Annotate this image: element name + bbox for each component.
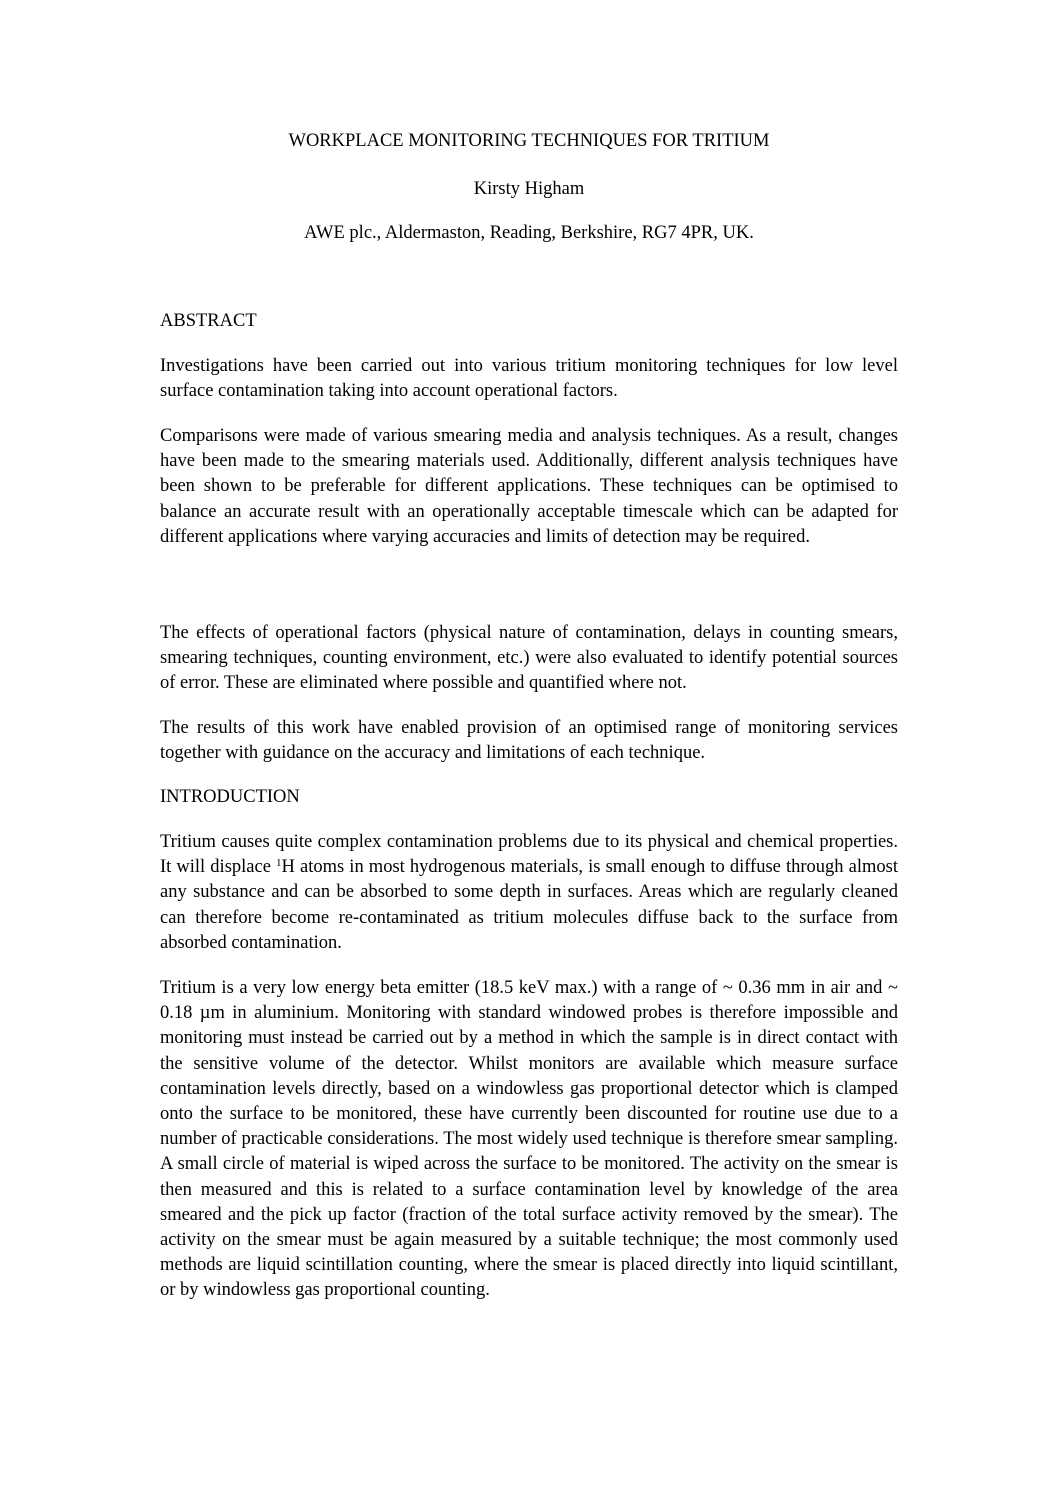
superscript-mass-number: 1 (276, 857, 282, 870)
abstract-paragraph: The effects of operational factors (physical nature of contamination, delays in counting smears, smearing techniques, counting environment, etc.) were also evaluated to identify potential sources of error. These are eliminated where possible and quantified where not. (160, 623, 898, 694)
abstract-paragraph: The results of this work have enabled provision of an optimised range of monitoring services together with guidance on the accuracy and limitations of each technique. (160, 718, 898, 764)
abstract-paragraph: Comparisons were made of various smearing media and analysis techniques. As a result, changes have been made to the smearing materials used. Additionally, different analysis techniques have been shown to be preferable for different applications. These techniques can be optimised to balance an accurate result with an operationally acceptable timescale which can be adapted for different applications where varying accuracies and limits of detection may be required. (160, 426, 898, 547)
author-name: Kirsty Higham (473, 179, 585, 199)
introduction-heading: INTRODUCTION (160, 787, 300, 807)
abstract-heading: ABSTRACT (160, 311, 257, 331)
abstract-paragraph: Investigations have been carried out into various tritium monitoring techniques for low level surface contamination taking into account operational factors. (160, 356, 898, 402)
introduction-paragraph: Tritium is a very low energy beta emitter (18.5 keV max.) with a range of ~ 0.36 mm in air and ~ 0.18 µm in aluminium. Monitoring with standard windowed probes is therefore impossible and monitoring must instead be carried out by a method in which the sample is in direct contact with the sensitive volume of the detector. Whilst monitors are available which measure surface contamination levels directly, based on a windowless gas proportional detector which is clamped onto the surface to be monitored, these have currently been discounted for routine use due to a number of practicable considerations. The most widely used technique is therefore smear sampling. A small circle of material is wiped across the surface to be monitored. The activity on the smear is then measured and this is related to a surface contamination level by knowledge of the area smeared and the pick up factor (fraction of the total surface activity removed by the smear). The activity on the smear must be again measured by a suitable technique; the most commonly used methods are liquid scintillation counting, where the smear is placed directly into liquid scintillant, or by windowless gas proportional counting. (160, 978, 898, 1301)
introduction-paragraph (160, 830, 898, 956)
intro-text-part: Tritium causes quite complex contamination problems due to its physical and chemical properties. It will displace (160, 832, 898, 878)
intro-text-part: H atoms in most hydrogenous materials, is small enough to diffuse through almost any substance and can be absorbed to some depth in surfaces. Areas which are regularly cleaned can therefore become re-contaminated as tritium molecules diffuse back to the surface from absorbed contamination. (160, 857, 898, 953)
author-affiliation: AWE plc., Aldermaston, Reading, Berkshire, RG7 4PR, UK. (304, 223, 754, 243)
paper-title: WORKPLACE MONITORING TECHNIQUES FOR TRITIUM (288, 131, 770, 151)
